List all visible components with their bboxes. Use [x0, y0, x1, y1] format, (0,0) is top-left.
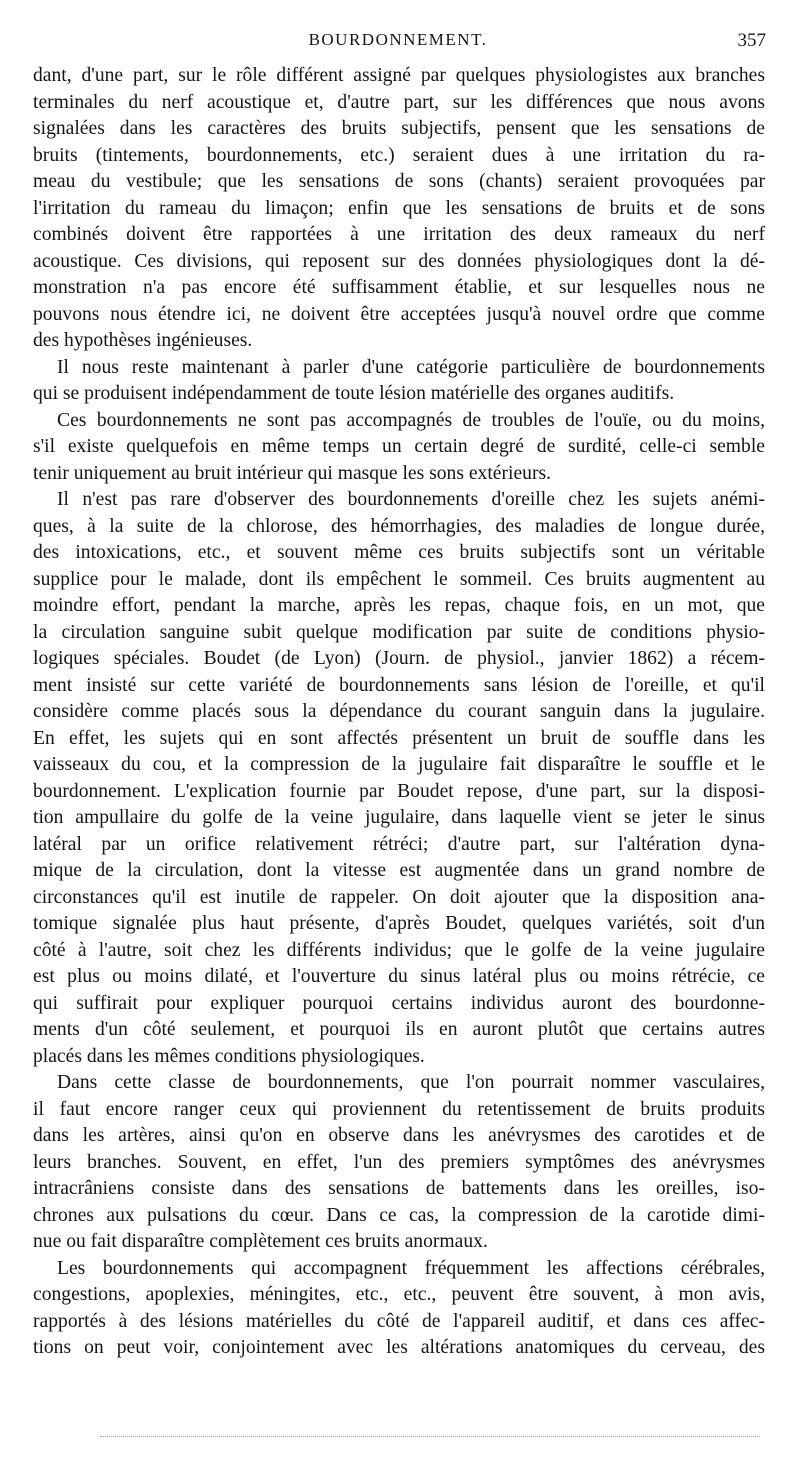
- text-line: meau du vestibule; que les sensations de sons (chants) seraient provoquées par: [33, 171, 765, 192]
- text-line: bourdonnement. L'explication fournie par Boudet repose, d'une part, sur la disposi-: [33, 780, 765, 802]
- text-line: En effet, les sujets qui en sont affectés présentent un bruit de souffle dans les: [33, 727, 765, 749]
- text-line: supplice pour le malade, dont ils empêchent le sommeil. Ces bruits augmentent au: [33, 568, 765, 590]
- text-line: bruits (tintements, bourdonnements, etc.) seraient dues à une irritation du ra-: [33, 144, 765, 166]
- text-line: Dans cette classe de bourdonnements, que l'on pourrait nommer vasculaires,: [57, 1072, 765, 1093]
- text-line: leurs branches. Souvent, en effet, l'un des premiers symptômes des anévrysmes: [33, 1151, 765, 1173]
- running-title: BOURDONNEMENT.: [308, 30, 488, 49]
- footer-rule: [100, 1436, 760, 1437]
- text-line: dant, d'une part, sur le rôle différent assigné par quelques physiologistes aux branches: [33, 65, 765, 86]
- text-line: placés dans les mêmes conditions physiologiques.: [33, 1045, 425, 1067]
- text-line: terminales du nerf acoustique et, d'autre part, sur les différences que nous avons: [33, 91, 765, 113]
- text-line: moindre effort, pendant la marche, après les repas, chaque fois, en un mot, que: [33, 595, 765, 616]
- text-line: nue ou fait disparaître complètement ces bruits anormaux.: [33, 1231, 488, 1252]
- text-line: mique de la circulation, dont la vitesse est augmentée dans un grand nombre de: [33, 860, 765, 881]
- text-line: signalées dans les caractères des bruits subjectifs, pensent que les sensations de: [33, 118, 765, 139]
- text-line: acoustique. Ces divisions, qui reposent sur des données physiologiques dont la dé-: [33, 250, 765, 272]
- text-line: tion ampullaire du golfe de la veine jugulaire, dans laquelle vient se jeter le sinus: [33, 807, 765, 828]
- text-line: qui suffirait pour expliquer pourquoi certains individus auront des bourdonne-: [33, 992, 765, 1014]
- text-line: des intoxications, etc., et souvent même ces bruits subjectifs sont un véritable: [33, 542, 765, 563]
- text-line: dans les artères, ainsi qu'on en observe dans les anévrysmes des carotides et de: [33, 1125, 765, 1146]
- text-line: Il nous reste maintenant à parler d'une catégorie particulière de bourdonnements: [57, 356, 765, 378]
- text-line: pouvons nous étendre ici, ne doivent être acceptées jusqu'à nouvel ordre que comme: [33, 303, 765, 325]
- text-line: vaisseaux du cou, et la compression de la jugulaire fait disparaître le souffle et le: [33, 754, 765, 775]
- text-line: côté à l'autre, soit chez les différents individus; que le golfe de la veine jugulaire: [33, 939, 765, 961]
- text-line: Il n'est pas rare d'observer des bourdonnements d'oreille chez les sujets anémi-: [57, 489, 765, 510]
- text-line: chrones aux pulsations du cœur. Dans ce cas, la compression de la carotide dimi-: [33, 1204, 765, 1226]
- text-line: circonstances qu'il est inutile de rappeler. On doit ajouter que la disposition ana-: [33, 886, 765, 908]
- text-line: qui se produisent indépendamment de toute lésion matérielle des organes auditifs.: [33, 383, 675, 404]
- text-line: congestions, apoplexies, méningites, etc., etc., peuvent être souvent, à mon avis,: [33, 1284, 765, 1305]
- text-line: la circulation sanguine subit quelque modification par suite de conditions physio-: [33, 621, 765, 643]
- running-head: [30, 30, 766, 54]
- page-number: 357: [737, 30, 766, 51]
- text-line: ques, à la suite de la chlorose, des hémorrhagies, des maladies de longue durée,: [33, 515, 765, 537]
- text-line: tenir uniquement au bruit intérieur qui masque les sons extérieurs.: [33, 462, 552, 484]
- text-line: tions on peut voir, conjointement avec les altérations anatomiques du cerveau, des: [33, 1337, 765, 1358]
- text-line: Les bourdonnements qui accompagnent fréquemment les affections cérébrales,: [57, 1257, 765, 1279]
- text-line: ment insisté sur cette variété de bourdonnements sans lésion de l'oreille, et qu'il: [33, 674, 765, 696]
- text-line: intracrâniens consiste dans des sensations de battements dans les oreilles, iso-: [33, 1178, 765, 1199]
- text-line: l'irritation du rameau du limaçon; enfin que les sensations de bruits et de sons: [33, 197, 765, 219]
- text-line: Ces bourdonnements ne sont pas accompagnés de troubles de l'ouïe, ou du moins,: [57, 409, 765, 431]
- text-line: tomique signalée plus haut présente, d'après Boudet, quelques variétés, soit d'un: [33, 913, 765, 934]
- text-line: est plus ou moins dilaté, et l'ouverture du sinus latéral plus ou moins rétrécie, ce: [33, 966, 765, 987]
- text-line: logiques spéciales. Boudet (de Lyon) (Journ. de physiol., janvier 1862) a récem-: [33, 648, 765, 669]
- text-line: ments d'un côté seulement, et pourquoi ils en auront plutôt que certains autres: [33, 1019, 765, 1040]
- text-line: combinés doivent être rapportées à une irritation des deux rameaux du nerf: [33, 224, 765, 245]
- text-line: considère comme placés sous la dépendance du courant sanguin dans la jugulaire.: [33, 701, 765, 722]
- text-line: monstration n'a pas encore été suffisamment établie, et sur lesquelles nous ne: [33, 277, 765, 298]
- text-line: s'il existe quelquefois en même temps un certain degré de surdité, celle-ci semble: [33, 436, 765, 457]
- body-text: [33, 63, 765, 1362]
- text-line: des hypothèses ingénieuses.: [33, 330, 253, 351]
- text-line: rapportés à des lésions matérielles du côté de l'appareil auditif, et dans ces affec-: [33, 1310, 765, 1332]
- text-line: latéral par un orifice relativement rétréci; d'autre part, sur l'altération dyna-: [33, 833, 765, 855]
- text-line: il faut encore ranger ceux qui proviennent du retentissement de bruits produits: [33, 1098, 765, 1120]
